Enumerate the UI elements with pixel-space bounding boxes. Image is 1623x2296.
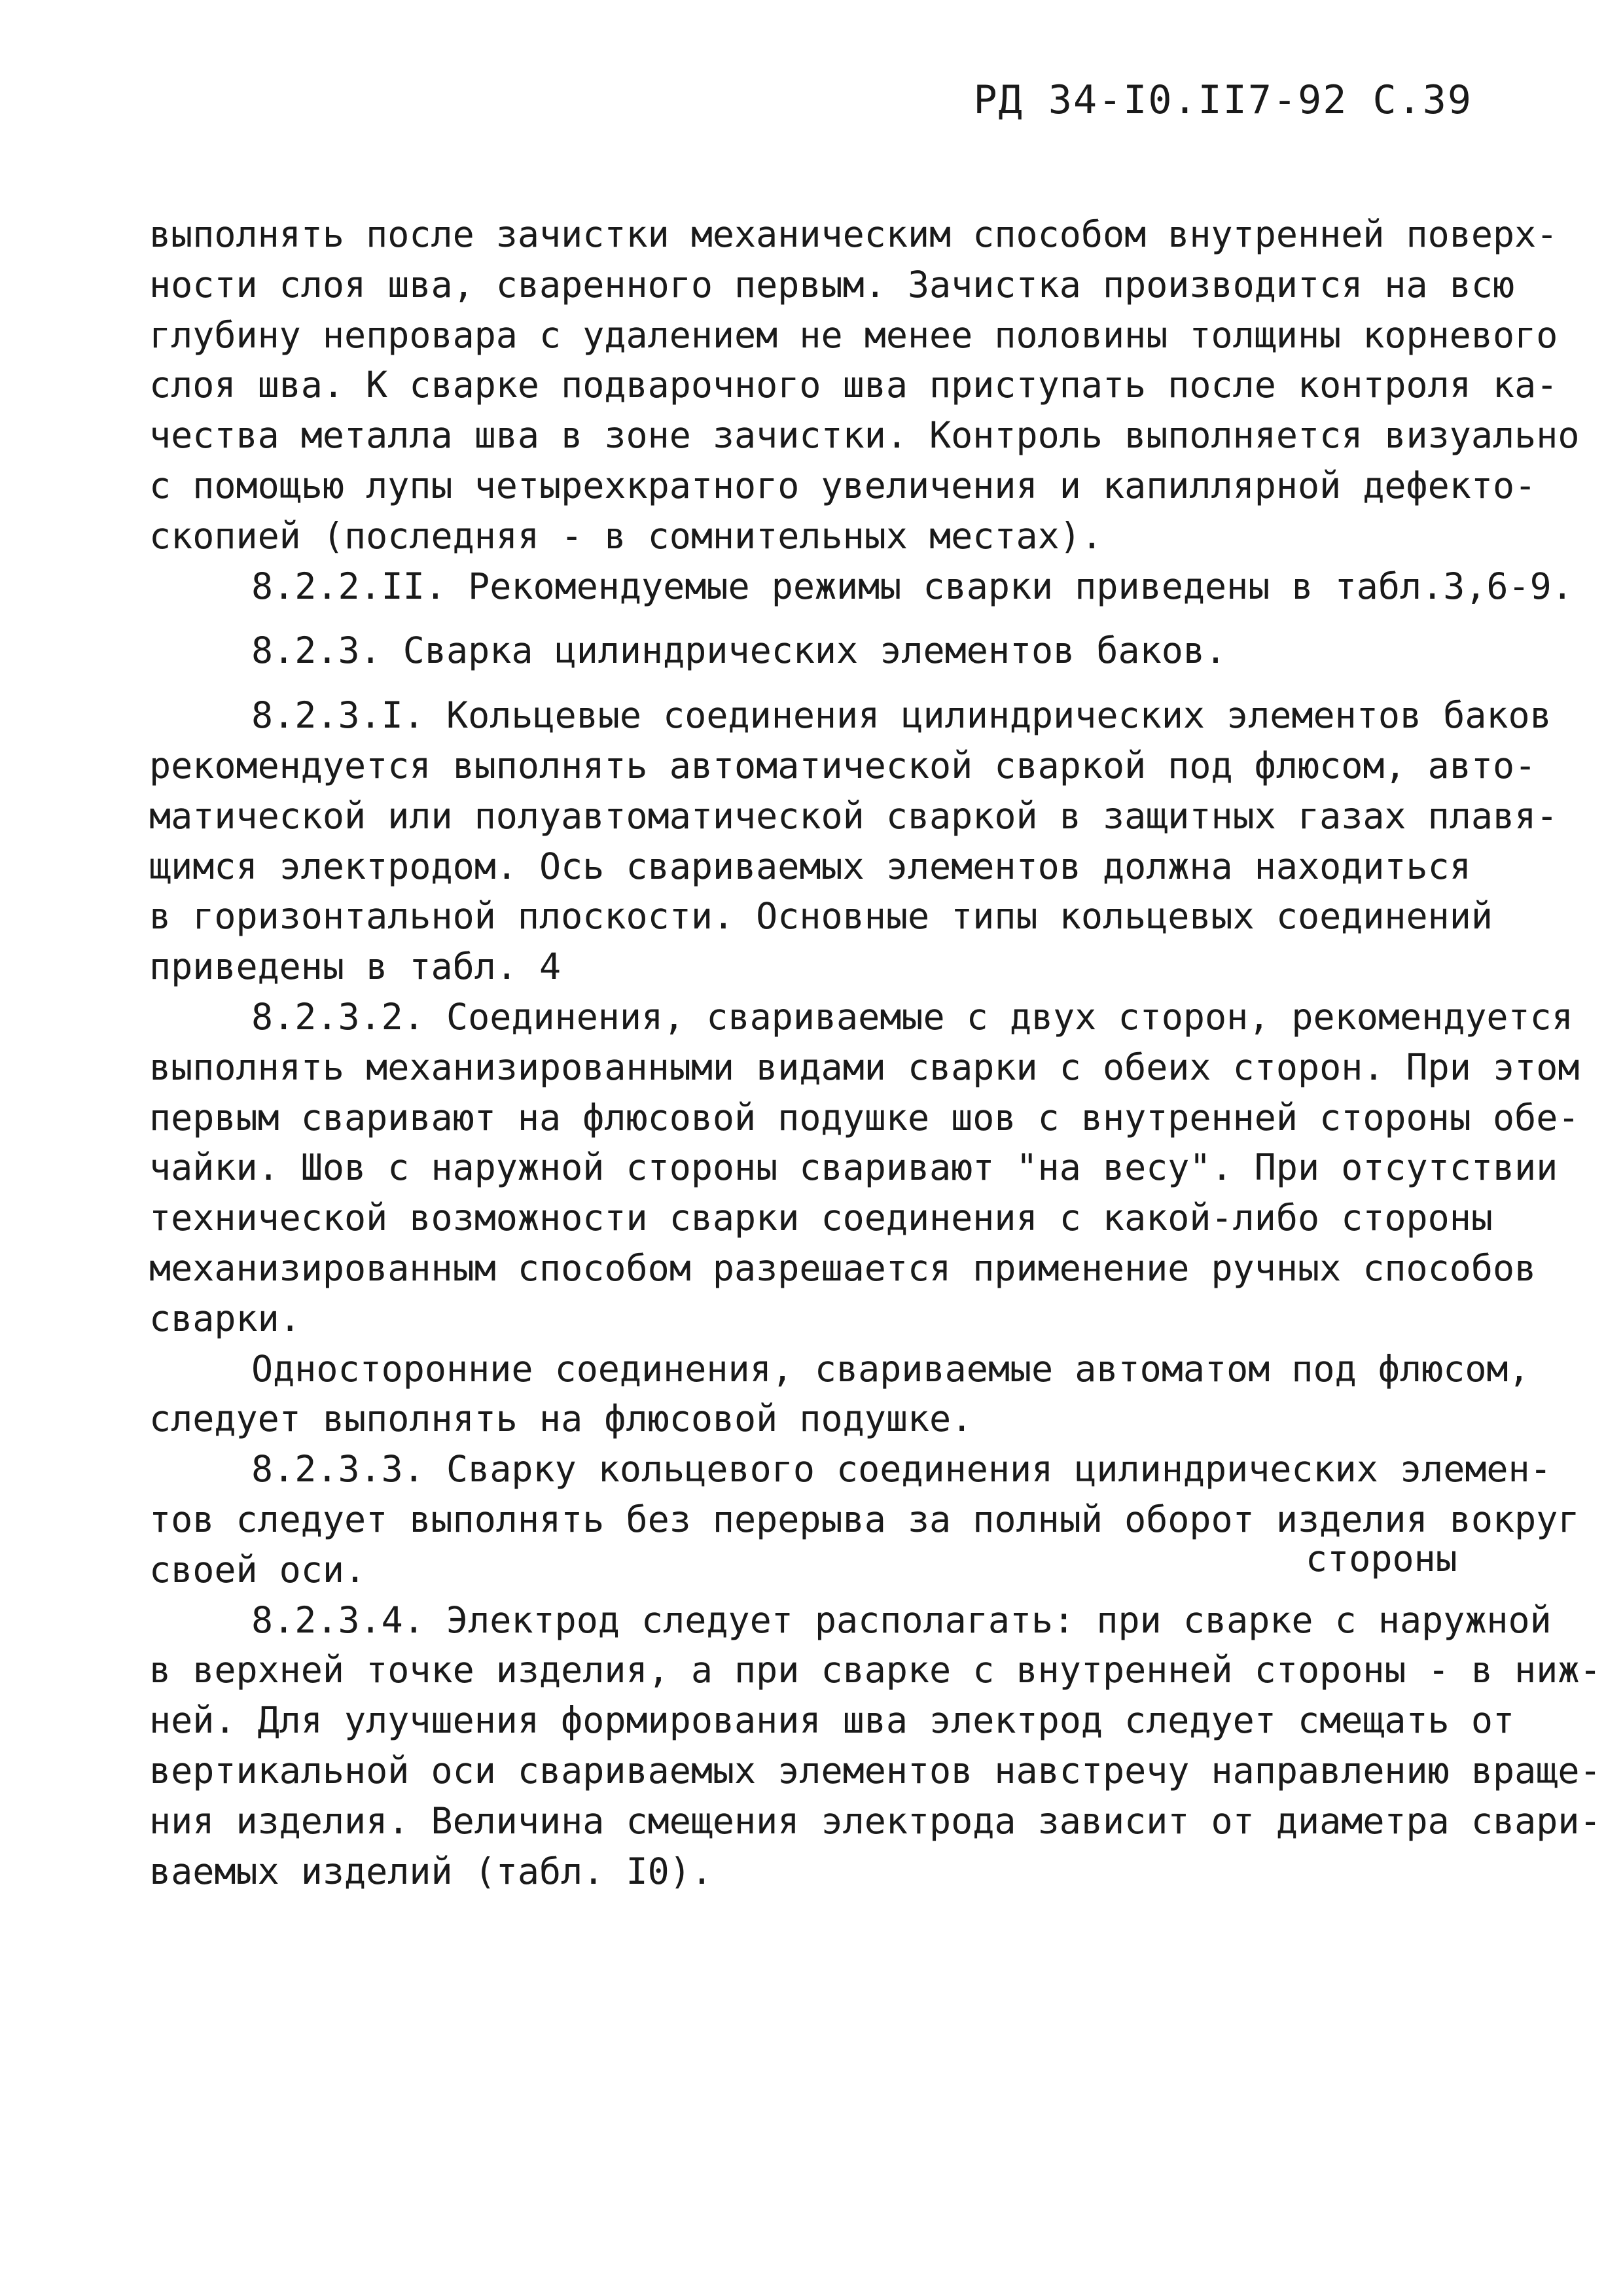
text-line: 8.2.3. Сварка цилиндрических элементов баков.: [251, 629, 1227, 672]
paragraph: [149, 1444, 1580, 1595]
text-line: 8.2.2.II. Рекомендуемые режимы сварки приведены в табл.3,6-9.: [251, 565, 1573, 607]
text-line: вертикальной оси свариваемых элементов навстречу направлению враще-: [149, 1749, 1601, 1792]
paragraph: [149, 992, 1580, 1344]
text-line: своей оси.: [149, 1548, 366, 1591]
text-line: в верхней точке изделия, а при сварке с внутренней стороны - в ниж-: [149, 1649, 1601, 1691]
text-line: механизированным способом разрешается применение ручных способов: [149, 1246, 1537, 1289]
text-line: Односторонние соединения, свариваемые автоматом под флюсом,: [251, 1347, 1530, 1390]
text-line: сварки.: [149, 1297, 301, 1339]
paragraph: [149, 690, 1558, 992]
text-line: 8.2.3.4. Электрод следует располагать: при сварке с наружной: [251, 1598, 1552, 1641]
text-line: чайки. Шов с наружной стороны сваривают "на весу". При отсутствии: [149, 1146, 1558, 1189]
text-line: первым сваривают на флюсовой подушке шов с внутренней стороны обе-: [149, 1096, 1580, 1139]
text-line: технической возможности сварки соединения с какой-либо стороны: [149, 1197, 1493, 1239]
text-line: слоя шва. К сварке подварочного шва приступать после контроля ка-: [149, 364, 1558, 406]
text-line: выполнять механизированными видами сварки с обеих сторон. При этом: [149, 1046, 1580, 1088]
text-line: ней. Для улучшения формирования шва электрод следует смещать от: [149, 1699, 1515, 1742]
text-line: 8.2.3.3. Сварку кольцевого соединения цилиндрических элемен-: [251, 1448, 1552, 1491]
text-line: ваемых изделий (табл. I0).: [149, 1850, 713, 1892]
text-line: в горизонтальной плоскости. Основные типы кольцевых соединений: [149, 895, 1493, 938]
paragraph: [149, 209, 1580, 561]
handwritten-insert: стороны: [1306, 1538, 1457, 1580]
text-line: 8.2.3.2. Соединения, свариваемые с двух сторон, рекомендуется: [251, 995, 1573, 1038]
text-line: матической или полуавтоматической сваркой в защитных газах плавя-: [149, 794, 1558, 837]
body-text: [149, 209, 1601, 1896]
paragraph: [149, 1344, 1530, 1445]
text-line: 8.2.3.I. Кольцевые соединения цилиндрических элементов баков: [251, 694, 1552, 737]
text-line: щимся электродом. Ось свариваемых элементов должна находиться: [149, 845, 1471, 887]
text-line: скопией (последняя - в сомнительных местах).: [149, 514, 1103, 557]
paragraph: [149, 561, 1573, 612]
paragraph: [149, 1595, 1601, 1897]
page-header-doc-ref: РД 34-I0.II7-92 С.39: [973, 77, 1472, 123]
text-line: глубину непровара с удалением не менее половины толщины корневого: [149, 313, 1558, 356]
text-line: тов следует выполнять без перерыва за полный оборот изделия вокруг: [149, 1498, 1580, 1540]
text-line: чества металла шва в зоне зачистки. Контроль выполняется визуально: [149, 414, 1580, 457]
paragraph-gap: [149, 611, 1497, 626]
text-line: ности слоя шва, сваренного первым. Зачистка производится на всю: [149, 263, 1515, 306]
text-line: приведены в табл. 4: [149, 945, 562, 988]
text-line: рекомендуется выполнять автоматической сваркой под флюсом, авто-: [149, 744, 1537, 786]
text-line: следует выполнять на флюсовой подушке.: [149, 1398, 973, 1440]
paragraph: [149, 626, 1497, 676]
text-line: ния изделия. Величина смещения электрода зависит от диаметра свари-: [149, 1799, 1601, 1842]
text-line: с помощью лупы четырехкратного увеличения и капиллярной дефекто-: [149, 464, 1537, 506]
text-line: выполнять после зачистки механическим способом внутренней поверх-: [149, 213, 1558, 255]
paragraph-gap: [149, 676, 1497, 690]
